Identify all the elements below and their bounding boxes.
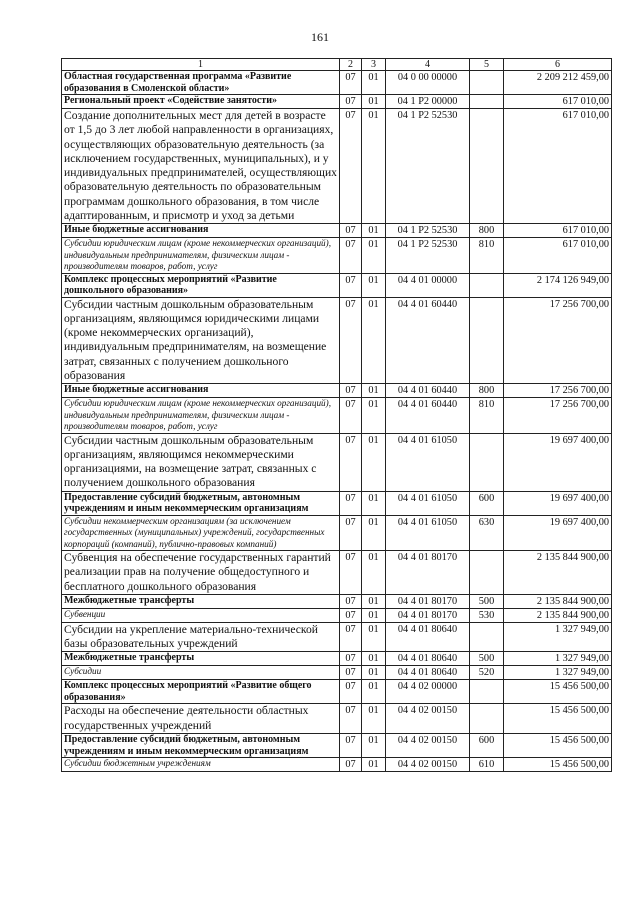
item-name: Субсидии на укрепление материально-технической базы образовательных учреждений bbox=[62, 622, 340, 652]
table-row bbox=[62, 384, 612, 398]
amount: 17 256 700,00 bbox=[504, 384, 612, 398]
table-row bbox=[62, 652, 612, 666]
table-row bbox=[62, 680, 612, 704]
column-header: 2 bbox=[340, 59, 362, 71]
item-name: Создание дополнительных мест для детей в возрасте от 1,5 до 3 лет любой направленности в организациях, осуществляющих образовательную деятельность (за исключением государственных, муниципальных), и у индивидуальных предпринимателей, осуществляющих образовательную деятельность по образовательным программам дошкольного образования, в том числе адаптированным, и присмотр и уход за детьми bbox=[62, 109, 340, 224]
amount: 17 256 700,00 bbox=[504, 398, 612, 433]
table-row bbox=[62, 224, 612, 238]
table-row bbox=[62, 433, 612, 491]
subsection-code: 01 bbox=[362, 758, 386, 772]
expense-type-code: 530 bbox=[470, 608, 504, 622]
subsection-code: 01 bbox=[362, 622, 386, 652]
target-article-code: 04 1 Р2 52530 bbox=[386, 109, 470, 224]
expense-type-code bbox=[470, 273, 504, 297]
expense-type-code: 810 bbox=[470, 398, 504, 433]
amount: 19 697 400,00 bbox=[504, 491, 612, 515]
item-name: Субсидии некоммерческим организациям (за исключением государственных (муниципальных) учреждений, государственных корпораций (компаний), публично-правовых компаний) bbox=[62, 515, 340, 550]
table-row bbox=[62, 515, 612, 550]
section-code: 07 bbox=[340, 515, 362, 550]
table-row bbox=[62, 71, 612, 95]
item-name: Комплекс процессных мероприятий «Развитие дошкольного образования» bbox=[62, 273, 340, 297]
section-code: 07 bbox=[340, 297, 362, 384]
expense-type-code: 600 bbox=[470, 491, 504, 515]
target-article-code: 04 4 01 60440 bbox=[386, 398, 470, 433]
target-article-code: 04 4 01 80640 bbox=[386, 652, 470, 666]
subsection-code: 01 bbox=[362, 433, 386, 491]
subsection-code: 01 bbox=[362, 71, 386, 95]
table-row bbox=[62, 594, 612, 608]
target-article-code: 04 1 Р2 52530 bbox=[386, 224, 470, 238]
item-name: Иные бюджетные ассигнования bbox=[62, 224, 340, 238]
table-row bbox=[62, 551, 612, 595]
table-row bbox=[62, 273, 612, 297]
table-row bbox=[62, 734, 612, 758]
target-article-code: 04 4 02 00150 bbox=[386, 734, 470, 758]
section-code: 07 bbox=[340, 622, 362, 652]
target-article-code: 04 4 02 00150 bbox=[386, 758, 470, 772]
target-article-code: 04 4 01 80170 bbox=[386, 594, 470, 608]
amount: 15 456 500,00 bbox=[504, 734, 612, 758]
target-article-code: 04 4 01 80640 bbox=[386, 622, 470, 652]
table-row bbox=[62, 238, 612, 273]
subsection-code: 01 bbox=[362, 109, 386, 224]
amount: 617 010,00 bbox=[504, 238, 612, 273]
section-code: 07 bbox=[340, 398, 362, 433]
table-row bbox=[62, 608, 612, 622]
item-name: Субсидии юридическим лицам (кроме некоммерческих организаций), индивидуальным предпринимателям, физическим лицам - производителям товаров, работ, услуг bbox=[62, 398, 340, 433]
expense-type-code: 800 bbox=[470, 384, 504, 398]
amount: 2 174 126 949,00 bbox=[504, 273, 612, 297]
amount: 15 456 500,00 bbox=[504, 758, 612, 772]
expense-type-code: 520 bbox=[470, 666, 504, 680]
subsection-code: 01 bbox=[362, 652, 386, 666]
expense-type-code bbox=[470, 433, 504, 491]
subsection-code: 01 bbox=[362, 273, 386, 297]
item-name: Субсидии частным дошкольным образовательным организациям, являющимся некоммерческими организациями, на возмещение затрат, связанных с получением дошкольного образования bbox=[62, 433, 340, 491]
page-number: 161 bbox=[311, 30, 329, 44]
expense-type-code: 810 bbox=[470, 238, 504, 273]
expense-type-code: 500 bbox=[470, 594, 504, 608]
amount: 1 327 949,00 bbox=[504, 622, 612, 652]
item-name: Иные бюджетные ассигнования bbox=[62, 384, 340, 398]
expense-type-code bbox=[470, 95, 504, 109]
target-article-code: 04 4 01 60440 bbox=[386, 384, 470, 398]
subsection-code: 01 bbox=[362, 224, 386, 238]
amount: 15 456 500,00 bbox=[504, 704, 612, 734]
section-code: 07 bbox=[340, 680, 362, 704]
target-article-code: 04 4 01 61050 bbox=[386, 515, 470, 550]
amount: 19 697 400,00 bbox=[504, 433, 612, 491]
amount: 1 327 949,00 bbox=[504, 666, 612, 680]
column-header-row bbox=[62, 59, 612, 71]
subsection-code: 01 bbox=[362, 680, 386, 704]
item-name: Региональный проект «Содействие занятости» bbox=[62, 95, 340, 109]
table-row bbox=[62, 758, 612, 772]
section-code: 07 bbox=[340, 433, 362, 491]
target-article-code: 04 4 02 00150 bbox=[386, 704, 470, 734]
section-code: 07 bbox=[340, 666, 362, 680]
subsection-code: 01 bbox=[362, 704, 386, 734]
amount: 2 209 212 459,00 bbox=[504, 71, 612, 95]
item-name: Субсидии юридическим лицам (кроме некоммерческих организаций), индивидуальным предпринимателям, физическим лицам - производителям товаров, работ, услуг bbox=[62, 238, 340, 273]
amount: 1 327 949,00 bbox=[504, 652, 612, 666]
target-article-code: 04 4 01 80170 bbox=[386, 608, 470, 622]
amount: 617 010,00 bbox=[504, 224, 612, 238]
section-code: 07 bbox=[340, 95, 362, 109]
target-article-code: 04 4 01 61050 bbox=[386, 433, 470, 491]
subsection-code: 01 bbox=[362, 608, 386, 622]
column-header: 4 bbox=[386, 59, 470, 71]
expense-type-code: 610 bbox=[470, 758, 504, 772]
item-name: Расходы на обеспечение деятельности областных государственных учреждений bbox=[62, 704, 340, 734]
expense-type-code bbox=[470, 71, 504, 95]
target-article-code: 04 4 01 61050 bbox=[386, 491, 470, 515]
target-article-code: 04 4 01 00000 bbox=[386, 273, 470, 297]
target-article-code: 04 4 01 80170 bbox=[386, 551, 470, 595]
section-code: 07 bbox=[340, 71, 362, 95]
table-row bbox=[62, 95, 612, 109]
target-article-code: 04 4 02 00000 bbox=[386, 680, 470, 704]
item-name: Субвенция на обеспечение государственных гарантий реализации прав на получение общедоступного и бесплатного дошкольного образования bbox=[62, 551, 340, 595]
section-code: 07 bbox=[340, 273, 362, 297]
amount: 15 456 500,00 bbox=[504, 680, 612, 704]
subsection-code: 01 bbox=[362, 491, 386, 515]
expense-type-code bbox=[470, 551, 504, 595]
target-article-code: 04 4 01 80640 bbox=[386, 666, 470, 680]
target-article-code: 04 0 00 00000 bbox=[386, 71, 470, 95]
expense-type-code bbox=[470, 109, 504, 224]
expense-type-code: 600 bbox=[470, 734, 504, 758]
section-code: 07 bbox=[340, 594, 362, 608]
subsection-code: 01 bbox=[362, 515, 386, 550]
table-row bbox=[62, 297, 612, 384]
amount: 2 135 844 900,00 bbox=[504, 551, 612, 595]
amount: 19 697 400,00 bbox=[504, 515, 612, 550]
amount: 617 010,00 bbox=[504, 95, 612, 109]
subsection-code: 01 bbox=[362, 666, 386, 680]
item-name: Субсидии частным дошкольным образовательным организациям, являющимся юридическими лицами (кроме некоммерческих организаций), индивидуальным предпринимателям, на возмещение затрат, связанных с получением дошкольного образования bbox=[62, 297, 340, 384]
subsection-code: 01 bbox=[362, 551, 386, 595]
column-header: 1 bbox=[62, 59, 340, 71]
section-code: 07 bbox=[340, 652, 362, 666]
expense-type-code bbox=[470, 297, 504, 384]
section-code: 07 bbox=[340, 551, 362, 595]
table-row bbox=[62, 109, 612, 224]
expense-type-code: 500 bbox=[470, 652, 504, 666]
column-header: 3 bbox=[362, 59, 386, 71]
amount: 17 256 700,00 bbox=[504, 297, 612, 384]
table-row bbox=[62, 704, 612, 734]
table-row bbox=[62, 491, 612, 515]
section-code: 07 bbox=[340, 384, 362, 398]
table-row bbox=[62, 666, 612, 680]
section-code: 07 bbox=[340, 608, 362, 622]
amount: 2 135 844 900,00 bbox=[504, 594, 612, 608]
expense-type-code: 630 bbox=[470, 515, 504, 550]
amount: 617 010,00 bbox=[504, 109, 612, 224]
item-name: Межбюджетные трансферты bbox=[62, 652, 340, 666]
item-name: Предоставление субсидий бюджетным, автономным учреждениям и иным некоммерческим организациям bbox=[62, 734, 340, 758]
column-header: 6 bbox=[504, 59, 612, 71]
section-code: 07 bbox=[340, 734, 362, 758]
item-name: Субвенции bbox=[62, 608, 340, 622]
item-name: Субсидии bbox=[62, 666, 340, 680]
section-code: 07 bbox=[340, 491, 362, 515]
expense-type-code bbox=[470, 622, 504, 652]
section-code: 07 bbox=[340, 704, 362, 734]
expense-type-code bbox=[470, 680, 504, 704]
budget-table-body bbox=[62, 59, 612, 772]
budget-table bbox=[61, 58, 612, 772]
subsection-code: 01 bbox=[362, 734, 386, 758]
subsection-code: 01 bbox=[362, 238, 386, 273]
subsection-code: 01 bbox=[362, 384, 386, 398]
section-code: 07 bbox=[340, 224, 362, 238]
subsection-code: 01 bbox=[362, 594, 386, 608]
expense-type-code bbox=[470, 704, 504, 734]
target-article-code: 04 1 Р2 00000 bbox=[386, 95, 470, 109]
item-name: Субсидии бюджетным учреждениям bbox=[62, 758, 340, 772]
section-code: 07 bbox=[340, 238, 362, 273]
subsection-code: 01 bbox=[362, 95, 386, 109]
item-name: Межбюджетные трансферты bbox=[62, 594, 340, 608]
target-article-code: 04 4 01 60440 bbox=[386, 297, 470, 384]
section-code: 07 bbox=[340, 758, 362, 772]
item-name: Предоставление субсидий бюджетным, автономным учреждениям и иным некоммерческим организациям bbox=[62, 491, 340, 515]
column-header: 5 bbox=[470, 59, 504, 71]
item-name: Комплекс процессных мероприятий «Развитие общего образования» bbox=[62, 680, 340, 704]
target-article-code: 04 1 Р2 52530 bbox=[386, 238, 470, 273]
table-row bbox=[62, 622, 612, 652]
section-code: 07 bbox=[340, 109, 362, 224]
subsection-code: 01 bbox=[362, 297, 386, 384]
table-row bbox=[62, 398, 612, 433]
subsection-code: 01 bbox=[362, 398, 386, 433]
expense-type-code: 800 bbox=[470, 224, 504, 238]
amount: 2 135 844 900,00 bbox=[504, 608, 612, 622]
item-name: Областная государственная программа «Развитие образования в Смоленской области» bbox=[62, 71, 340, 95]
